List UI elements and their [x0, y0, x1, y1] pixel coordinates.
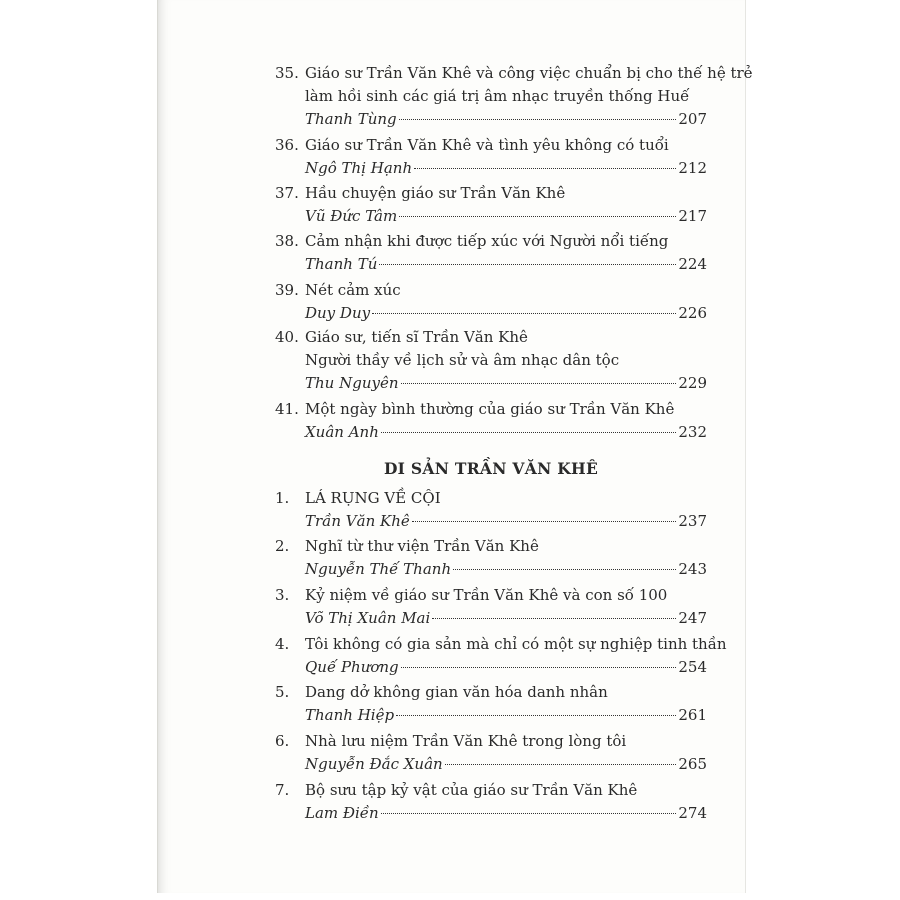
entry-number: 38.: [275, 232, 299, 250]
dot-leader: [372, 313, 676, 314]
entry-number: 35.: [275, 64, 299, 82]
entry-author: Nguyễn Thế Thanh: [305, 560, 452, 579]
entry-author: Thanh Tú: [305, 255, 378, 274]
entry-title-line: Cảm nhận khi được tiếp xúc với Người nổi tiếng: [305, 232, 669, 250]
entry-number: 6.: [275, 732, 290, 750]
entry-page-number: 237: [678, 512, 707, 531]
dot-leader: [401, 667, 677, 668]
entry-title-line: Nghĩ từ thư viện Trần Văn Khê: [305, 537, 539, 555]
dot-leader: [453, 569, 676, 570]
entry-author-row: [305, 108, 707, 131]
section-heading: DI SẢN TRẦN VĂN KHÊ: [383, 459, 599, 478]
entry-page-number: 232: [678, 423, 707, 442]
entry-number: 36.: [275, 136, 299, 154]
toc-entry-7: [275, 779, 707, 825]
entry-page-number: 247: [678, 609, 707, 628]
toc-entry-4: [275, 633, 727, 679]
entry-title-line: Tôi không có gia sản mà chỉ có một sự nghiệp tinh thần: [305, 635, 727, 653]
dot-leader: [396, 715, 676, 716]
entry-author: Quế Phương: [305, 658, 399, 677]
toc-entry-37: [275, 182, 707, 228]
toc-entry-5: [275, 681, 707, 727]
entry-title-line: Người thầy về lịch sử và âm nhạc dân tộc: [305, 351, 620, 370]
toc-entry-39: [275, 279, 707, 325]
toc-entry-40: [275, 326, 707, 396]
entry-number: 2.: [275, 537, 290, 555]
entry-title-line: LÁ RỤNG VỀ CỘI: [305, 489, 441, 507]
entry-page-number: 224: [678, 255, 707, 274]
entry-title-line: Giáo sư Trần Văn Khê và tình yêu không có tuổi: [305, 136, 669, 154]
entry-number: 41.: [275, 400, 299, 418]
entry-author-row: [305, 704, 707, 727]
entry-author: Thu Nguyên: [305, 374, 399, 393]
entry-number: 39.: [275, 281, 299, 299]
toc-entry-38: [275, 230, 707, 276]
dot-leader: [414, 168, 676, 169]
entry-page-number: 274: [678, 804, 707, 823]
entry-number: 37.: [275, 184, 299, 202]
entry-page-number: 207: [678, 110, 707, 129]
entry-author-row: [305, 372, 707, 395]
dot-leader: [399, 216, 676, 217]
dot-leader: [379, 264, 676, 265]
entry-author-row: [305, 157, 707, 180]
entry-title-line: Dang dở không gian văn hóa danh nhân: [305, 683, 608, 701]
toc-entry-3: [275, 584, 707, 630]
toc-entry-6: [275, 730, 707, 776]
entry-page-number: 243: [678, 560, 707, 579]
entry-title-line: Kỷ niệm về giáo sư Trần Văn Khê và con số 100: [305, 586, 668, 604]
toc-entry-36: [275, 134, 707, 180]
entry-author-row: [305, 302, 707, 325]
entry-author-row: [305, 607, 707, 630]
entry-title-line: Bộ sưu tập kỷ vật của giáo sư Trần Văn Khê: [305, 781, 638, 799]
entry-author-row: [305, 558, 707, 581]
entry-author-row: [305, 205, 707, 228]
entry-author: Duy Duy: [305, 304, 371, 323]
toc-entry-2: [275, 535, 707, 581]
entry-author: Xuân Anh: [305, 423, 379, 442]
entry-author-row: [305, 802, 707, 825]
entry-author: Võ Thị Xuân Mai: [305, 609, 431, 628]
entry-author: Thanh Hiệp: [305, 706, 395, 725]
entry-page-number: 265: [678, 755, 707, 774]
entry-author: Lam Điền: [305, 804, 379, 823]
entry-title-line: làm hồi sinh các giá trị âm nhạc truyền thống Huế: [305, 87, 690, 106]
entry-author-row: [305, 421, 707, 444]
dot-leader: [381, 432, 676, 433]
dot-leader: [432, 618, 676, 619]
entry-title-line: Một ngày bình thường của giáo sư Trần Văn Khê: [305, 400, 675, 418]
entry-title-line: Nét cảm xúc: [305, 281, 401, 299]
entry-author: Trần Văn Khê: [305, 512, 410, 531]
entry-author-row: [305, 253, 707, 276]
entry-page-number: 217: [678, 207, 707, 226]
entry-author: Nguyễn Đắc Xuân: [305, 755, 443, 774]
entry-number: 5.: [275, 683, 290, 701]
entry-author: Ngô Thị Hạnh: [305, 159, 413, 178]
entry-title-line: Hầu chuyện giáo sư Trần Văn Khê: [305, 184, 566, 202]
entry-page-number: 254: [678, 658, 707, 677]
toc-entry-35: [275, 62, 753, 132]
dot-leader: [401, 383, 677, 384]
entry-page-number: 226: [678, 304, 707, 323]
entry-author-row: [305, 753, 707, 776]
entry-author: Thanh Tùng: [305, 110, 397, 129]
entry-author: Vũ Đức Tâm: [305, 207, 398, 226]
entry-author-row: [305, 656, 707, 679]
entry-number: 40.: [275, 328, 299, 346]
dot-leader: [412, 521, 677, 522]
entry-page-number: 212: [678, 159, 707, 178]
entry-number: 3.: [275, 586, 290, 604]
toc-entry-1: [275, 487, 707, 533]
entry-author-row: [305, 510, 707, 533]
entry-number: 1.: [275, 489, 290, 507]
entry-title-line: Giáo sư, tiến sĩ Trần Văn Khê: [305, 328, 528, 346]
dot-leader: [399, 119, 677, 120]
toc-entry-41: [275, 398, 707, 444]
entry-page-number: 261: [678, 706, 707, 725]
entry-page-number: 229: [678, 374, 707, 393]
dot-leader: [445, 764, 677, 765]
entry-number: 4.: [275, 635, 290, 653]
entry-title-line: Nhà lưu niệm Trần Văn Khê trong lòng tôi: [305, 732, 627, 750]
dot-leader: [381, 813, 677, 814]
entry-title-line: Giáo sư Trần Văn Khê và công việc chuẩn bị cho thế hệ trẻ: [305, 64, 753, 82]
entry-number: 7.: [275, 781, 290, 799]
